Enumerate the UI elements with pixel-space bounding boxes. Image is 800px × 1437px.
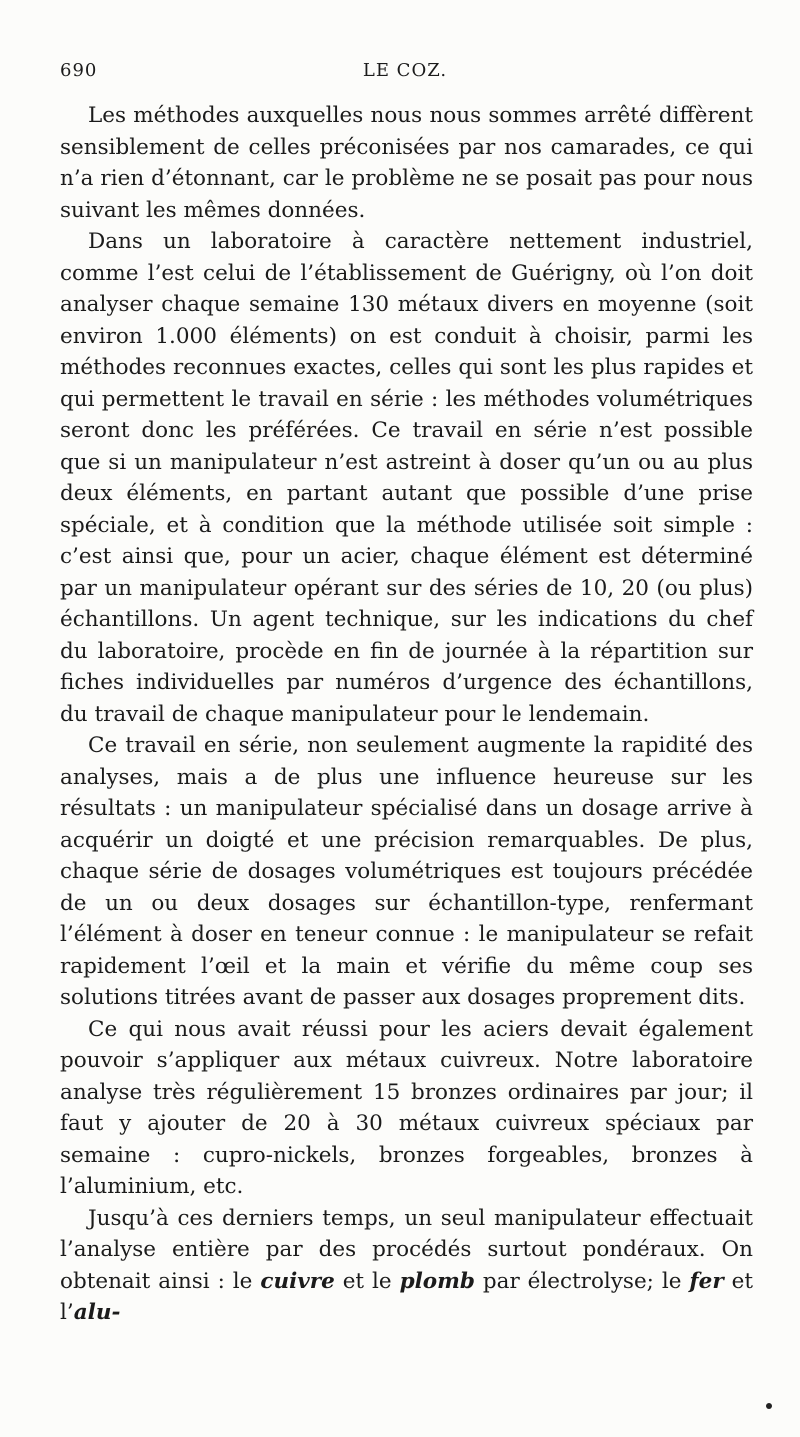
page-number: 690 — [60, 60, 98, 81]
paragraph-2: Dans un laboratoire à caractère nettement industriel, comme l’est celui de l’établissement de Guérigny, où l’on doit analyser chaque semaine 130 métaux divers en moyenne (soit environ 1.000 éléments) on est conduit à choisir, parmi les méthodes reconnues exactes, celles qui sont les plus rapides et qui permettent le travail en série : les méthodes volumétriques seront donc les préférées. Ce travail en série n’est possible que si un manipulateur n’est astreint à doser qu’un ou au plus deux éléments, en partant autant que possible d’une prise spéciale, et à condition que la méthode utilisée soit simple : c’est ainsi que, pour un acier, chaque élément est déterminé par un manipulateur opérant sur des séries de 10, 20 (ou plus) échantillons. Un agent technique, sur les indications du chef du laboratoire, procède en fin de journée à la répartition sur fiches individuelles par numéros d’urgence des échantillons, du travail de chaque manipulateur pour le lendemain. — [60, 229, 753, 727]
running-title: LE COZ. — [362, 60, 448, 81]
term-plomb: plomb — [399, 1268, 475, 1294]
paragraph-5 — [60, 1203, 753, 1329]
term-cuivre: cuivre — [260, 1268, 335, 1294]
paragraph-5-text-c: par électrolyse; le — [474, 1268, 690, 1294]
paragraph-1: Les méthodes auxquelles nous nous sommes arrêté diffèrent sensiblement de celles préconisées par nos camarades, ce qui n’a rien d’étonnant, car le problème ne se posait pas pour nous suivant les mêmes données. — [60, 103, 753, 223]
paragraph-3: Ce travail en série, non seulement augmente la rapidité des analyses, mais a de plus une influence heureuse sur les résultats : un manipulateur spécialisé dans un dosage arrive à acquérir un doigté et une précision remarquables. De plus, chaque série de dosages volumétriques est toujours précédée de un ou deux dosages sur échantillon-type, renfermant l’élément à doser en teneur connue : le manipulateur se refait rapidement l’œil et la main et vérifie du même coup ses solutions titrées avant de passer aux dosages proprement dits. — [60, 733, 753, 1010]
body-text — [60, 100, 753, 1329]
paragraph-4: Ce qui nous avait réussi pour les aciers devait également pouvoir s’appliquer aux métaux cuivreux. Notre laboratoire analyse très régulièrement 15 bronzes ordinaires par jour; il faut y ajouter de 20 à 30 métaux cuivreux spéciaux par semaine : cupro-nickels, bronzes forgeables, bronzes à l’aluminium, etc. — [60, 1016, 753, 1199]
paragraph-5-text-a: Jusqu’à ces derniers temps, un seul manipulateur effectuait l’analyse entière par des procédés surtout pondéraux. On obtenait ainsi : le — [60, 1205, 753, 1294]
term-alu: alu- — [73, 1300, 121, 1325]
paragraph-5-text-d: et l’ — [60, 1268, 754, 1325]
term-fer: fer — [689, 1268, 724, 1294]
page-header — [60, 60, 750, 90]
ink-dot — [766, 1403, 772, 1409]
paragraph-5-text-b: et le — [334, 1268, 400, 1294]
